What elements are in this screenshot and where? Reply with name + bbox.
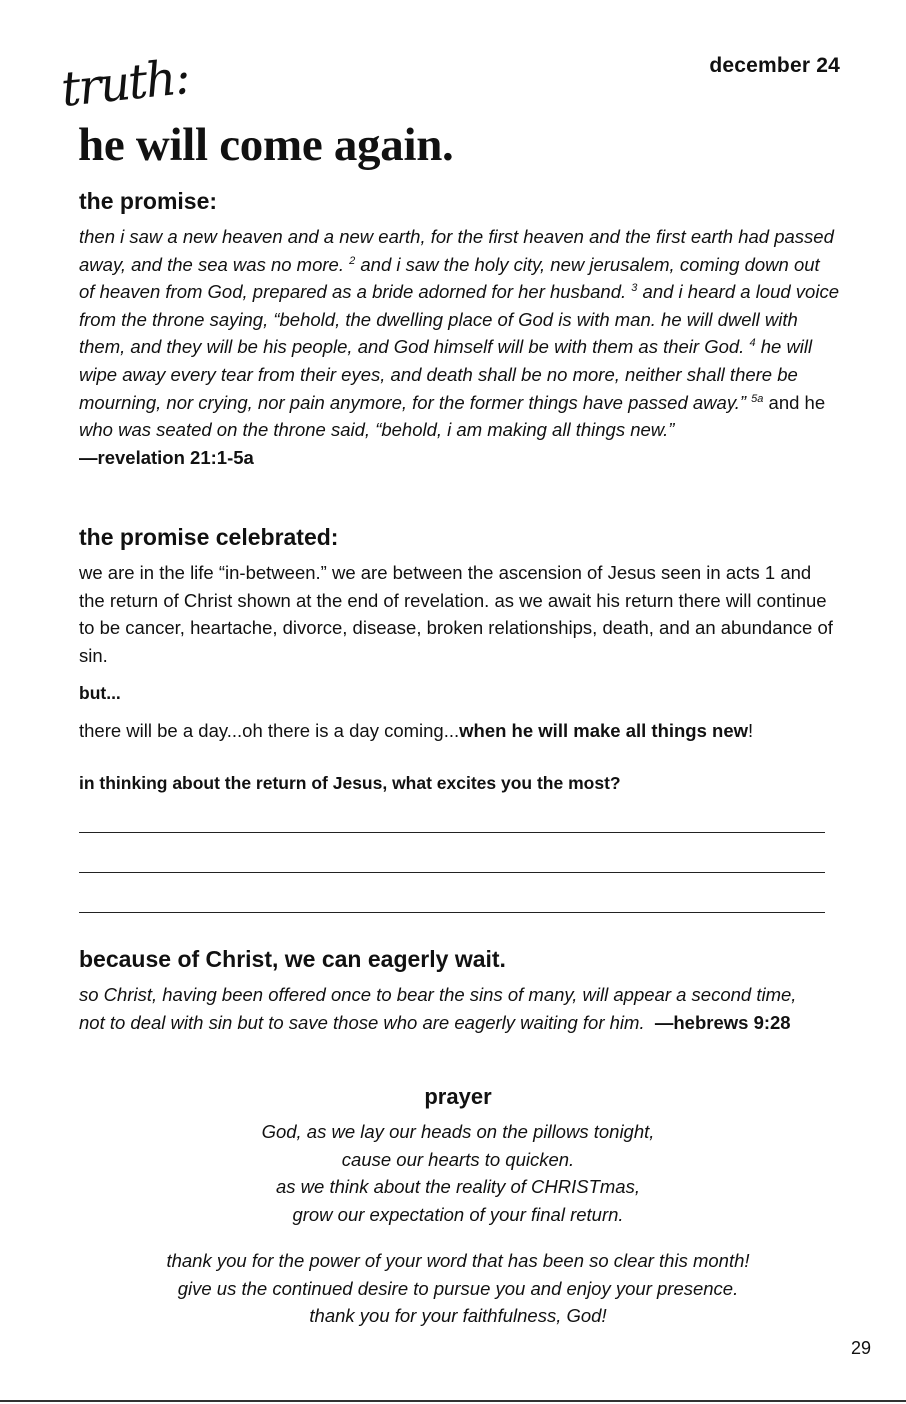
- page-date: december 24: [709, 54, 840, 77]
- page-number: 29: [850, 1338, 871, 1358]
- because-verse: [79, 981, 809, 1036]
- verse-2: and i saw the holy city, new jerusalem, coming down out of heaven from God, prepared as a bride adorned for her husband.: [79, 253, 820, 303]
- answer-line-1[interactable]: [79, 832, 825, 833]
- verse-1: then i saw a new heaven and a new earth, for the first heaven and the first earth had passed away, and the sea was no more.: [79, 226, 834, 275]
- but-text: but...: [79, 683, 121, 703]
- prayer-stanza-1: [0, 1118, 906, 1228]
- reflection-question: in thinking about the return of Jesus, what excites you the most?: [79, 773, 621, 793]
- verse-number-3: 3: [631, 282, 638, 295]
- day-end: !: [748, 720, 754, 741]
- verse-number-2: 2: [349, 254, 356, 267]
- prayer-line: as we think about the reality of CHRISTmas,: [276, 1176, 640, 1198]
- page-title: he will come again.: [78, 119, 454, 171]
- verse-number-4: 4: [749, 337, 756, 350]
- promise-reference: —revelation 21:1-5a: [79, 446, 254, 468]
- prayer-line: God, as we lay our heads on the pillows tonight,: [261, 1121, 655, 1142]
- day-coming-text: [79, 717, 879, 745]
- verse-5a-start: and he: [768, 391, 826, 413]
- answer-line-2[interactable]: [79, 872, 825, 873]
- prayer-line: grow our expectation of your final return.: [292, 1203, 624, 1225]
- verse-5a: who was seated on the throne said, “behold, i am making all things new.”: [79, 419, 675, 441]
- verse-3: and i heard a loud voice from the throne saying, “behold, the dwelling place of God is with man. he will dwell with them, and they will be his people, and God himself will be with them as their God.: [79, 281, 839, 358]
- day-bold: when he will make all things new: [459, 720, 749, 741]
- hebrews-verse: so Christ, having been offered once to bear the sins of many, will appear a second time, not to deal with sin but to save those who are eagerly waiting for him.: [79, 984, 797, 1033]
- hebrews-reference: —hebrews 9:28: [654, 1011, 791, 1033]
- verse-4: he will wipe away every tear from their eyes, and death shall be no more, neither shall there be mourning, nor crying, nor pain anymore, for the former things have passed away.”: [79, 336, 813, 413]
- script-label: truth:: [58, 48, 192, 118]
- prayer-line: thank you for your faithfulness, God!: [309, 1305, 607, 1327]
- day-text: there will be a day...oh there is a day coming...: [79, 720, 460, 741]
- prayer-line: cause our hearts to quicken.: [341, 1148, 575, 1170]
- celebrated-heading: the promise celebrated:: [79, 524, 339, 550]
- bottom-divider: [0, 1400, 906, 1402]
- promise-verse: [79, 223, 839, 471]
- answer-line-3[interactable]: [79, 912, 825, 913]
- celebrated-paragraph: we are in the life “in-between.” we are between the ascension of Jesus seen in acts 1 and the return of Christ shown at the end of revelation. as we await his return there will continue to be cancer, heartache, divorce, disease, broken relationships, death, and an abundance of sin.: [79, 562, 833, 666]
- prayer-line: give us the continued desire to pursue you and enjoy your presence.: [177, 1277, 739, 1299]
- prayer-line: thank you for the power of your word that has been so clear this month!: [166, 1250, 750, 1271]
- promise-heading: the promise:: [79, 188, 218, 214]
- prayer-stanza-2: [0, 1247, 906, 1330]
- because-heading: because of Christ, we can eagerly wait.: [79, 946, 506, 972]
- prayer-heading: prayer: [424, 1084, 492, 1109]
- verse-number-5a: 5a: [751, 392, 764, 405]
